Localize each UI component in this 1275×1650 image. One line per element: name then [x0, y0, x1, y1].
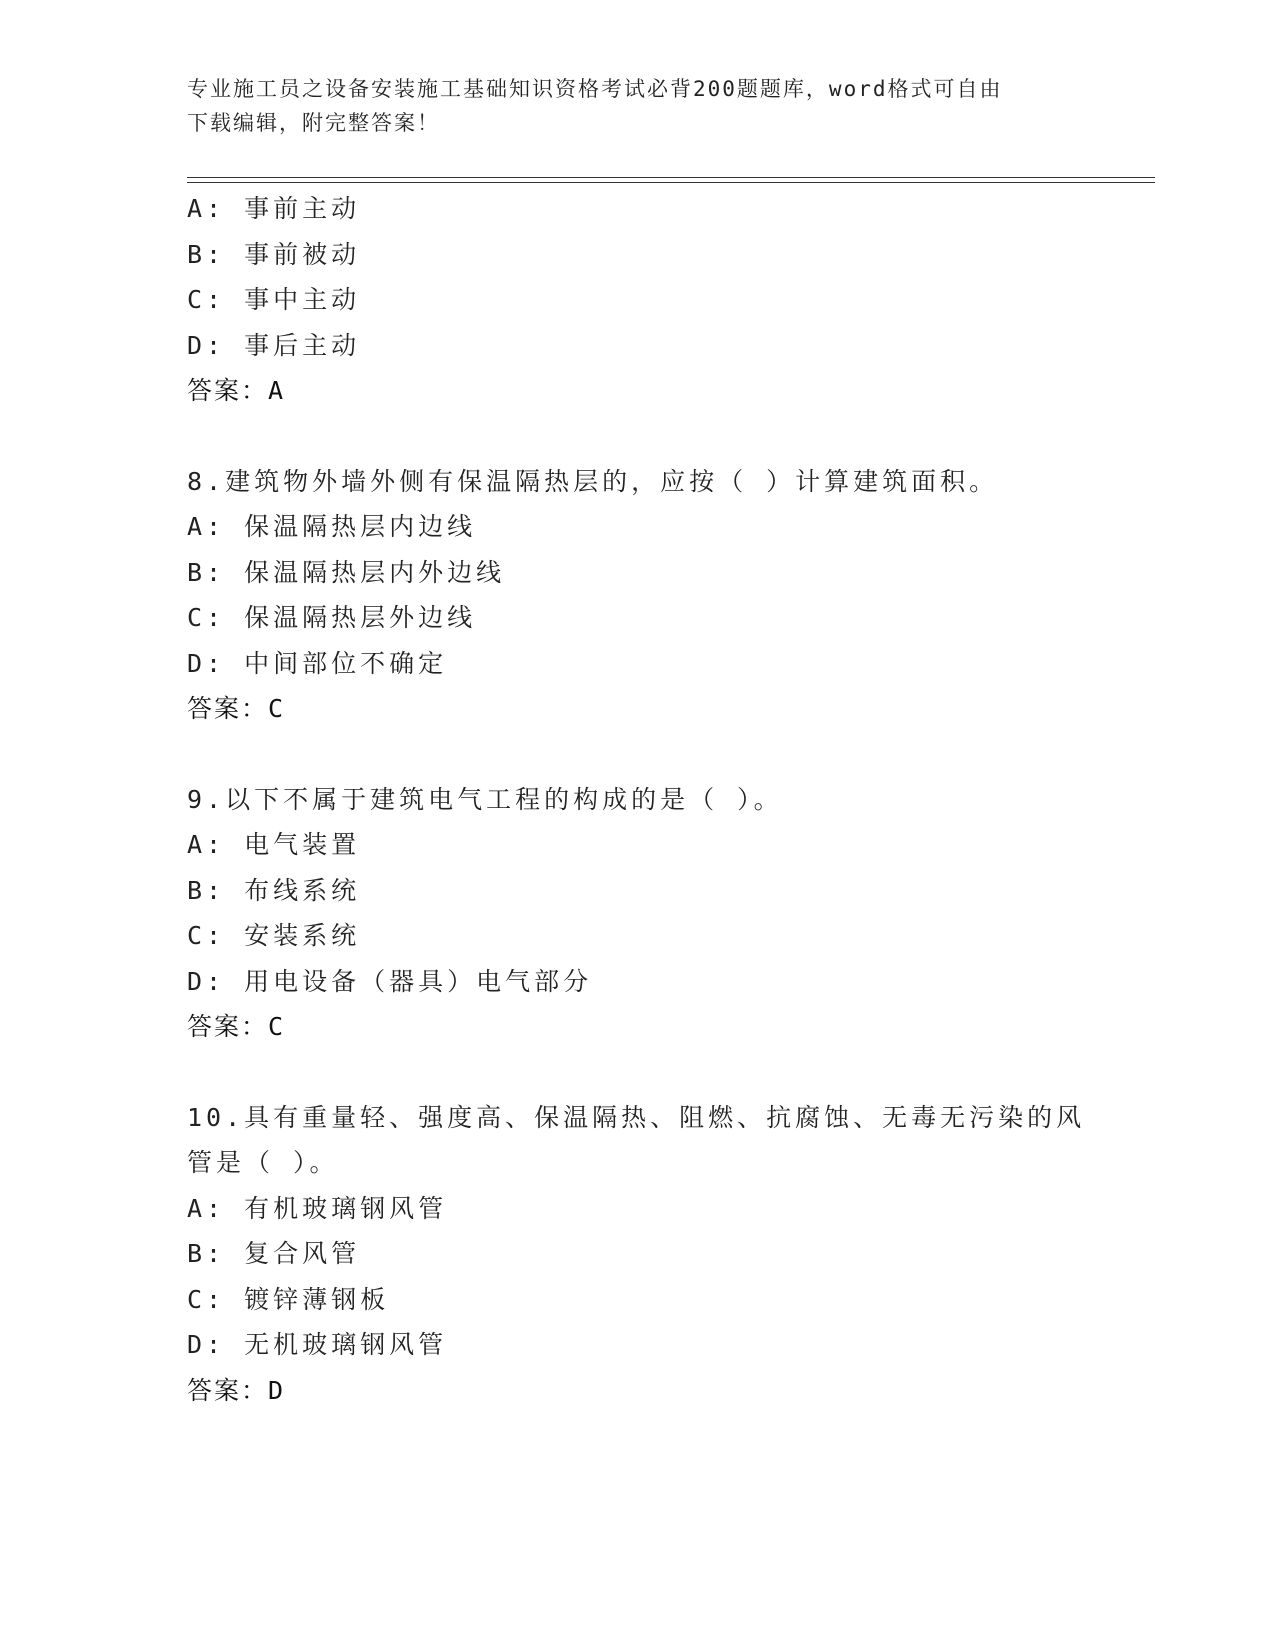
- question-text: 8.建筑物外墙外侧有保温隔热层的，应按（ ）计算建筑面积。: [187, 466, 999, 496]
- option-d: D: 用电设备（器具）电气部分: [187, 966, 593, 996]
- option-c: C: 安装系统: [187, 921, 361, 950]
- option-b: B: 复合风管: [187, 1239, 361, 1268]
- question-8: [187, 459, 1087, 732]
- option-a: A: 事前主动: [187, 194, 361, 223]
- question-9: [187, 777, 1087, 1050]
- answer: 答案：A: [187, 376, 286, 405]
- option-b: B: 布线系统: [187, 875, 361, 905]
- spacer: [187, 1050, 1087, 1095]
- option-a: A: 有机玻璃钢风管: [187, 1193, 448, 1223]
- question-7: [187, 186, 1087, 414]
- answer: 答案：D: [187, 1375, 286, 1405]
- header-title-line-2: 下载编辑，附完整答案！: [187, 111, 440, 135]
- question-list: [187, 186, 1087, 1413]
- option-d: D: 无机玻璃钢风管: [187, 1330, 448, 1359]
- option-a: A: 保温隔热层内边线: [187, 512, 477, 541]
- spacer: [187, 414, 1087, 459]
- option-d: D: 事后主动: [187, 330, 361, 360]
- option-c: C: 事中主动: [187, 285, 361, 314]
- header-divider-top: [187, 177, 1155, 178]
- option-a: A: 电气装置: [187, 830, 361, 859]
- question-text-line-1: 10.具有重量轻、强度高、保温隔热、阻燃、抗腐蚀、无毒无污染的风: [187, 1102, 1086, 1132]
- option-b: B: 事前被动: [187, 239, 361, 269]
- spacer: [187, 732, 1087, 777]
- answer: 答案：C: [187, 694, 286, 723]
- option-b: B: 保温隔热层内外边线: [187, 557, 506, 587]
- option-c: C: 镀锌薄钢板: [187, 1284, 390, 1314]
- document-header: [187, 72, 1077, 140]
- option-d: D: 中间部位不确定: [187, 648, 448, 678]
- question-text: 9.以下不属于建筑电气工程的构成的是（ ）。: [187, 784, 783, 814]
- option-c: C: 保温隔热层外边线: [187, 603, 477, 632]
- header-title-line-1: 专业施工员之设备安装施工基础知识资格考试必背200题题库，word格式可自由: [187, 77, 1003, 101]
- answer: 答案：C: [187, 1012, 286, 1041]
- question-text-line-2: 管是（ ）。: [187, 1148, 339, 1177]
- header-divider-bottom: [187, 182, 1155, 183]
- question-10: [187, 1095, 1087, 1414]
